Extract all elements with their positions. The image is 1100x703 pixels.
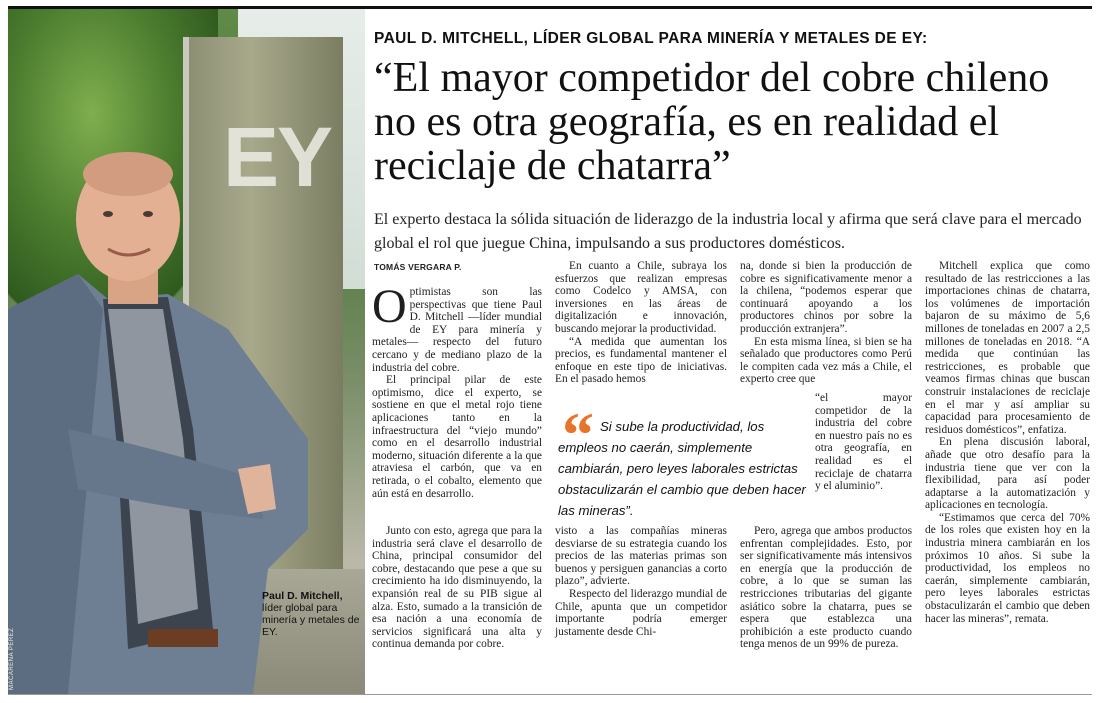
- paragraph: visto a las compañías mineras desviarse de su estrategia cuando los precios de las materias primas son buenos y persiguen ganancias a corto plazo”, advierte.: [555, 525, 727, 588]
- photo-caption: [262, 590, 362, 638]
- column-3-quote: [815, 392, 912, 514]
- paragraph: Mitchell explica que como resultado de las restricciones a las importaciones chinas de chatarra, los volúmenes de importación bajaron de su máximo de 5,6 millones de toneladas en 2007 a 2,5 millones de toneladas en 2018. “A medida que continúan las restricciones, es probable que veamos firmas chinas que buscan construir instalaciones de reciclaje en el mar y así ampliar su capacidad para procesamiento de residuos domésticos”, enfatiza.: [925, 260, 1090, 436]
- kicker: PAUL D. MITCHELL, LÍDER GLOBAL PARA MINERÍA Y METALES DE EY:: [374, 30, 928, 47]
- deck: El experto destaca la sólida situación de liderazgo de la industria local y afirma que será clave para el mercado global el rol que juegue China, impulsando a sus productores domésticos.: [374, 211, 1082, 252]
- column-3: [740, 260, 912, 392]
- pull-quote-text: [558, 416, 810, 521]
- caption-name: Paul D. Mitchell,: [262, 590, 343, 602]
- paragraph: “Estimamos que cerca del 70% de los roles que existen hoy en la industria minera cambiarán en los próximos 10 años. Si sube la productividad, los empleos no caerán, simplemente cambiarán, pero leyes laborales estrictas obstaculizarán el cambio que deben hacer las mineras”, remata.: [925, 511, 1090, 625]
- paragraph: El principal pilar de este optimismo, dice el experto, se sostiene en que el metal rojo tiene aplicaciones tanto en la infraestructura del “viejo mundo” como en el desarrollo industrial moderno, situación diferente a la que atraviesa el carbón, que va en retirada, o el cobalto, elemento que aún está en desarrollo.: [372, 374, 542, 500]
- quote-mark-icon: “: [562, 399, 594, 470]
- sign-logo: EY: [223, 110, 332, 204]
- column-3-continued: [740, 525, 912, 691]
- column-2: [555, 260, 727, 410]
- byline: TOMÁS VERGARA P.: [374, 262, 462, 272]
- column-4: [925, 260, 1090, 691]
- paragraph: Respecto del liderazgo mundial de Chile, apunta que un competidor importante podría emerger justamente desde Chi-: [555, 587, 727, 638]
- paragraph: En cuanto a Chile, subraya los esfuerzos que realizan empresas como Codelco y AMSA, con inversiones en las áreas de digitalización e innovación, buscando mejorar la productividad.: [555, 260, 727, 335]
- pull-quote: [558, 399, 810, 522]
- paragraph: Pero, agrega que ambos productos enfrentan complejidades. Esto, por ser significativamente más intensivos en energía que la producción de cobre, a lo que se suman las restricciones tributarias del gigante asiático sobre la chatarra, pues se espera que establezca una prohibición a este producto cuando tenga menos de un 99% de pureza.: [740, 525, 912, 651]
- pull-quote-body: Si sube la productividad, los empleos no caerán, simplemente cambiarán, pero leyes laborales estrictas obstaculizarán el cambio que deben hacer las mineras”.: [558, 419, 806, 518]
- dropcap: O: [372, 280, 407, 333]
- caption-text: líder global para minería y metales de EY.: [262, 602, 360, 638]
- paragraph-text: ptimistas son las perspectivas que tiene Paul D. Mitchell —líder mundial de EY para minería y metales— respecto del futuro cercano y de mediano plazo de la industria del cobre.: [372, 286, 542, 374]
- paragraph: En plena discusión laboral, añade que otro desafío para la industria tiene que ver con la flexibilidad, para así poder adaptarse a la automatización y aplicaciones en tecnología.: [925, 436, 1090, 512]
- paragraph: “A medida que aumentan los precios, es fundamental mantener el enfoque en este tipo de iniciativas. En el pasado hemos: [555, 335, 727, 386]
- photo-credit: MACARENA PÉREZ: [9, 627, 15, 690]
- paragraph: En esta misma línea, si bien se ha señalado que productores como Perú le compiten cada vez más a Chile, el experto cree que: [740, 335, 912, 386]
- column-1: [372, 280, 542, 526]
- paragraph: na, donde si bien la producción de cobre es significativamente menor a la chilena, “podemos esperar que continuará apoyando a los productores chinos por sobre la producción extranjera”.: [740, 260, 912, 335]
- headline: “El mayor competidor del cobre chileno no es otra geografía, es en realidad el reciclaje de chatarra”: [374, 55, 1050, 189]
- column-2-continued: [555, 525, 727, 691]
- column-1-continued: [372, 525, 542, 691]
- paragraph: Junto con esto, agrega que para la industria será clave el desarrollo de China, principal consumidor del cobre, destacando que pese a que su crecimiento ha ido disminuyendo, la expansión real de su PIB sigue al alza. Esto, sumado a la transición de esa nación a una economía de servicios significará una alta y continua demanda por cobre.: [372, 525, 542, 651]
- paragraph: [372, 280, 542, 374]
- bottom-rule: [8, 694, 1092, 695]
- paragraph: “el mayor competidor de la industria del cobre en nuestro país no es otra geografía, en realidad es el reciclaje de chatarra y el aluminio”.: [815, 392, 912, 493]
